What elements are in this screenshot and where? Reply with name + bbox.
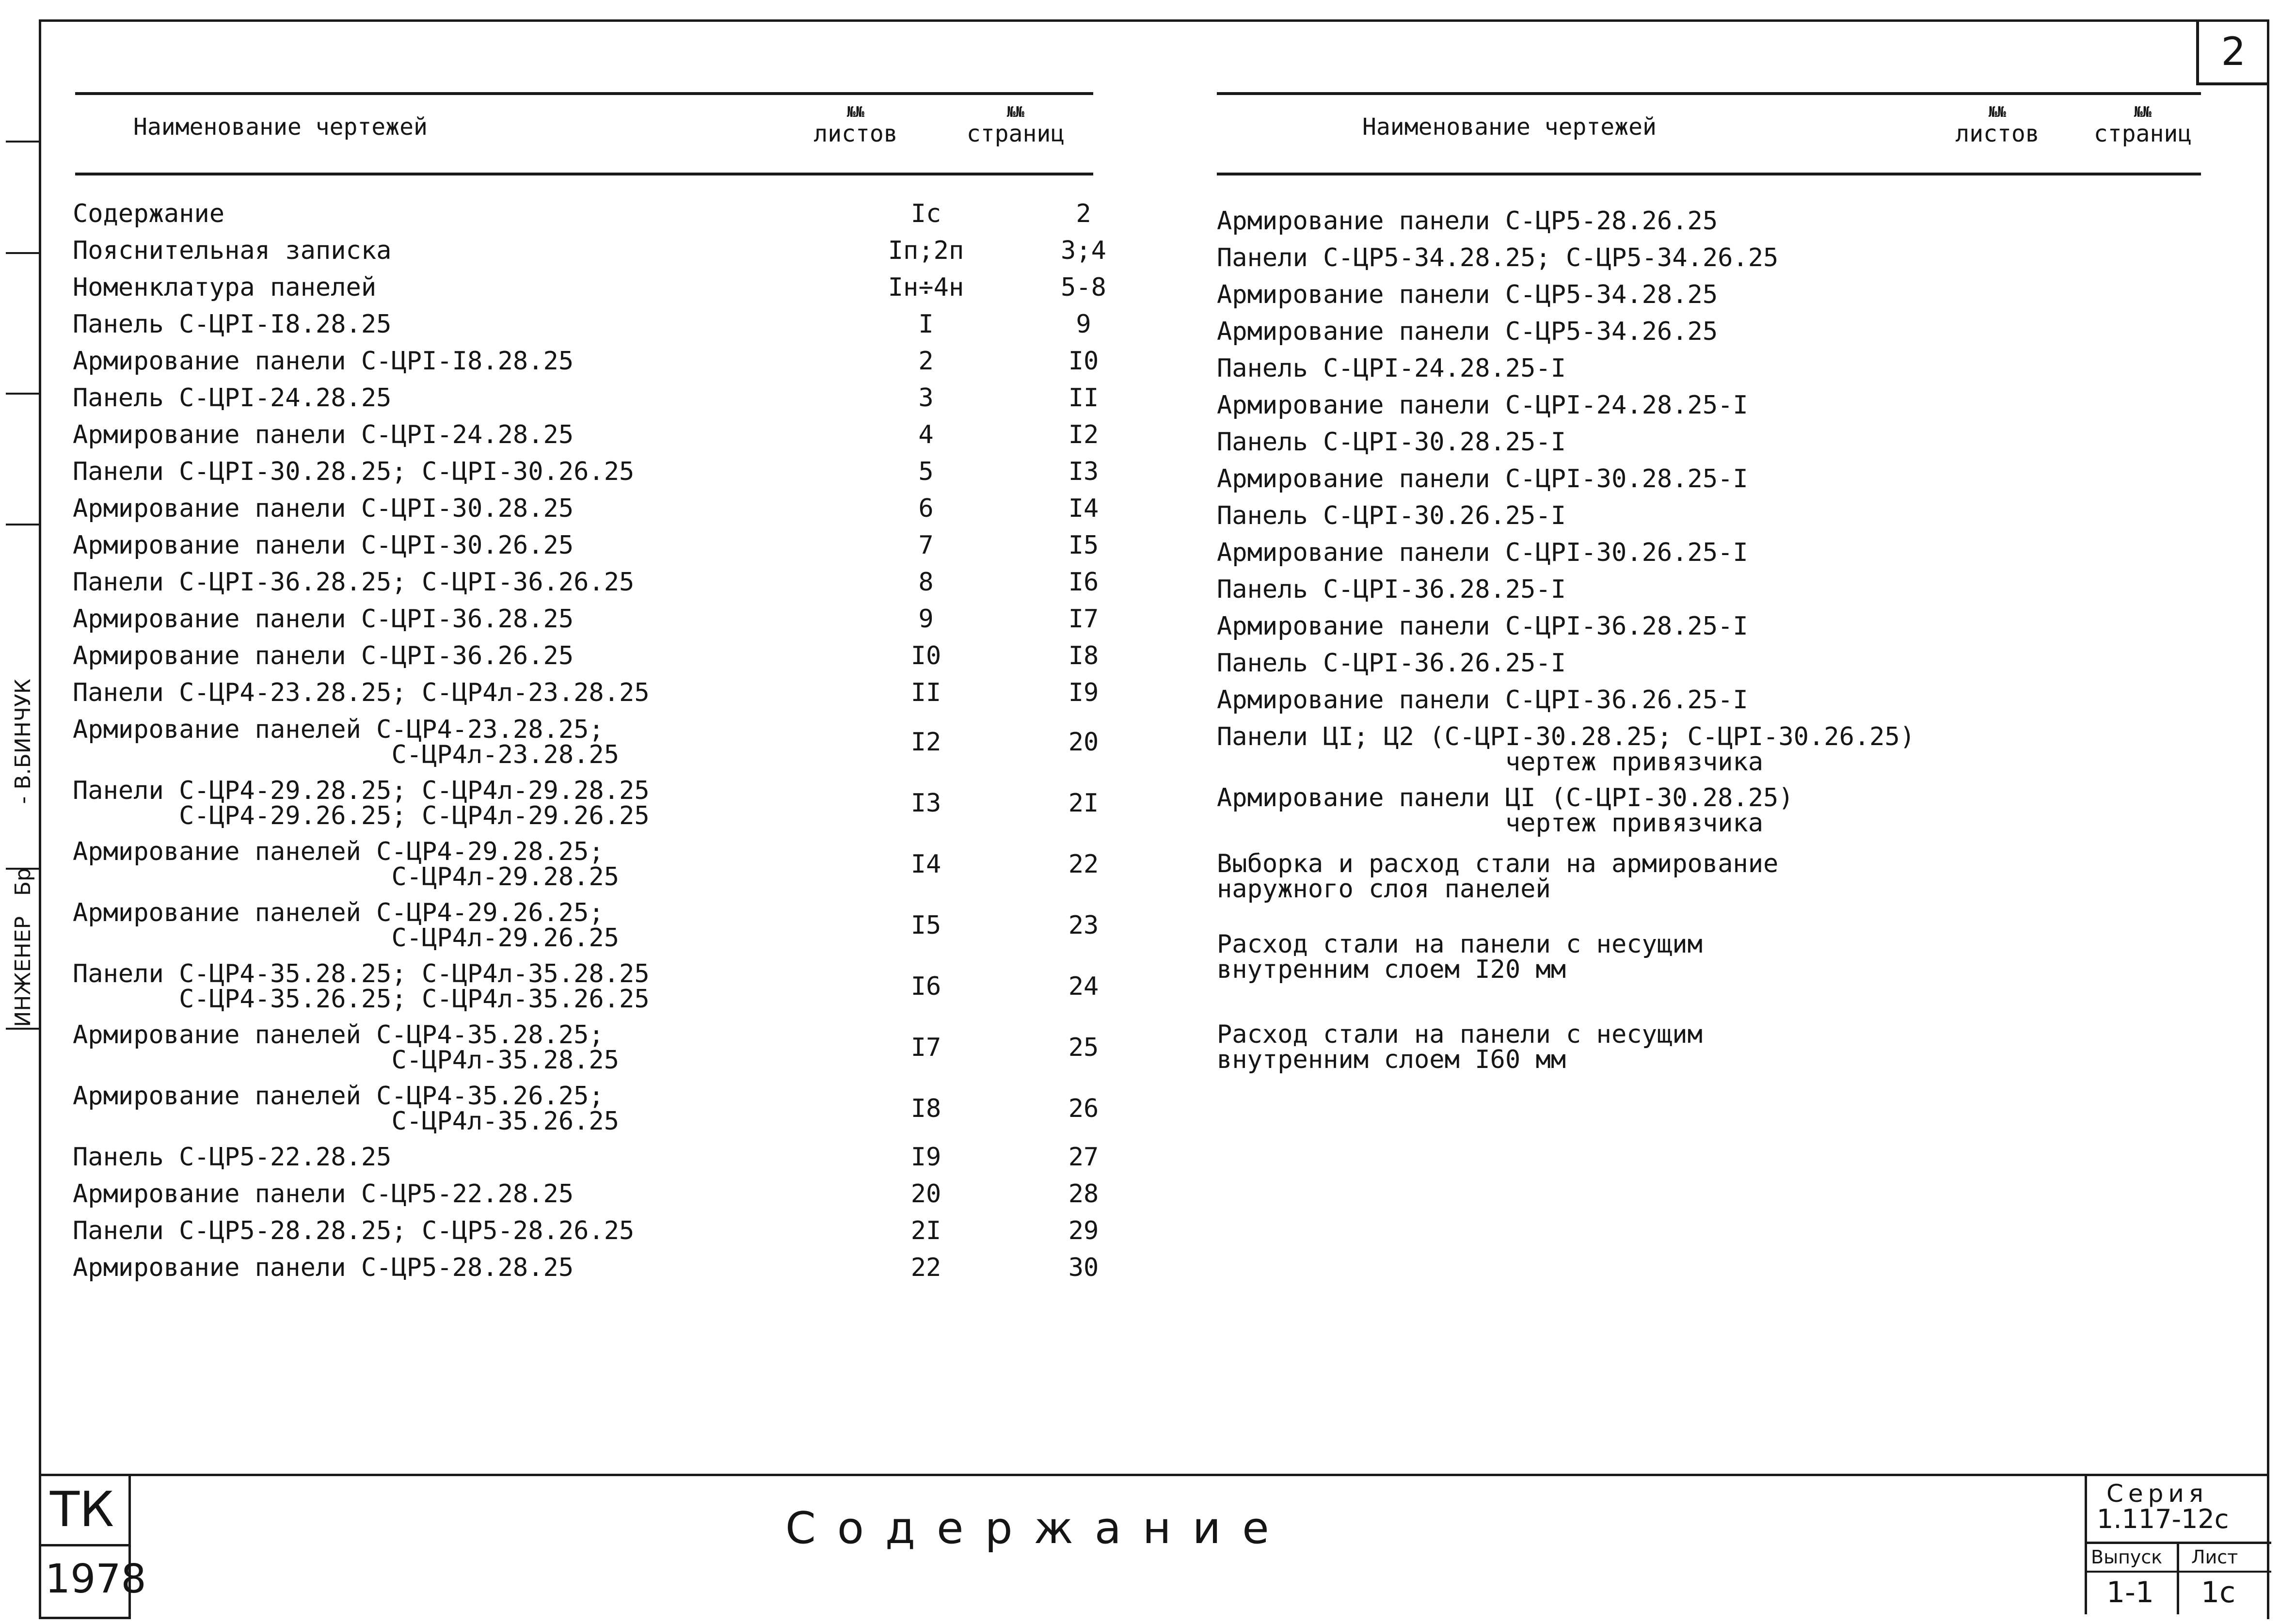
frame-right-line bbox=[2267, 19, 2269, 1619]
strip-name: - В.БИНЧУК bbox=[11, 679, 35, 804]
page-number-cell: I9 bbox=[1068, 678, 1099, 707]
right-header-sheets-no: №№ bbox=[1988, 104, 2007, 121]
sheet-number-cell: 20 bbox=[910, 1179, 941, 1209]
margin-strip bbox=[6, 141, 41, 1256]
sheet-number-cell: 22 bbox=[910, 1253, 941, 1282]
drawing-name: Панели С-ЦРI-30.28.25; С-ЦРI-30.26.25 bbox=[73, 457, 635, 486]
left-header-sheets-label: листов bbox=[813, 120, 898, 147]
drawing-name: Армирование панели С-ЦРI-36.28.25-I bbox=[1217, 612, 1748, 641]
issue-sheet-divider bbox=[2177, 1542, 2179, 1614]
drawing-name: Армирование панели С-ЦРI-24.28.25 bbox=[73, 420, 574, 449]
tk-divider bbox=[41, 1544, 128, 1546]
drawing-name: Армирование панелей С-ЦР4-29.26.25; С-ЦР4л-29.26.25 bbox=[73, 898, 620, 953]
drawing-name: Расход стали на панели с несущим внутренним слоем I60 мм bbox=[1217, 1020, 1703, 1074]
page-number-cell: 5-8 bbox=[1061, 273, 1106, 302]
page-number-cell: I7 bbox=[1068, 605, 1099, 634]
frame-bottom-line bbox=[39, 1474, 2269, 1476]
sheet-number-cell: I6 bbox=[910, 972, 941, 1001]
drawing-name: Армирование панели С-ЦРI-24.28.25-I bbox=[1217, 391, 1748, 420]
drawing-name: Армирование панели С-ЦР5-34.28.25 bbox=[1217, 280, 1718, 309]
page-number-cell: 3;4 bbox=[1061, 236, 1106, 265]
left-header-pages-no: №№ bbox=[1006, 104, 1025, 121]
page-number-cell: 29 bbox=[1068, 1216, 1099, 1245]
sheet-number-cell: 2I bbox=[910, 1216, 941, 1245]
drawing-name: Армирование панели ЦI (С-ЦРI-30.28.25) чертеж привязчика bbox=[1217, 783, 1794, 838]
sheet-number-cell: 2 bbox=[918, 347, 934, 376]
page-number-cell: II bbox=[1068, 383, 1099, 413]
sheet-number-cell: Iс bbox=[910, 199, 941, 228]
drawing-name: Армирование панели С-ЦРI-30.26.25-I bbox=[1217, 538, 1748, 567]
right-header-pages-no: №№ bbox=[2134, 104, 2152, 121]
right-header-name: Наименование чертежей bbox=[1362, 113, 1657, 141]
page-number-cell: 25 bbox=[1068, 1033, 1099, 1062]
drawing-name: Панель С-ЦРI-36.26.25-I bbox=[1217, 649, 1566, 678]
right-header-pages bbox=[2080, 104, 2206, 146]
page-number-cell: I6 bbox=[1068, 568, 1099, 597]
page-number-cell: I8 bbox=[1068, 641, 1099, 670]
page-number-cell: 28 bbox=[1068, 1179, 1099, 1209]
page-number-cell: 20 bbox=[1068, 728, 1099, 757]
drawing-name: Панели С-ЦР4-35.28.25; С-ЦР4л-35.28.25 С-ЦР4-35.26.25; С-ЦР4л-35.26.25 bbox=[73, 959, 650, 1014]
page-number-cell: I0 bbox=[1068, 347, 1099, 376]
page-number-cell: I2 bbox=[1068, 420, 1099, 449]
right-header-pages-label: страниц bbox=[2093, 120, 2192, 147]
drawing-name: Армирование панелей С-ЦР4-23.28.25; С-ЦР4л-23.28.25 bbox=[73, 715, 620, 769]
drawing-name: Панель С-ЦРI-24.28.25-I bbox=[1217, 354, 1566, 383]
right-header-sheets-label: листов bbox=[1955, 120, 2040, 147]
page-number-cell: 2I bbox=[1068, 789, 1099, 818]
strip-divider bbox=[6, 524, 41, 525]
drawing-name: Армирование панели С-ЦР5-28.28.25 bbox=[73, 1253, 574, 1282]
sheet-number-cell: 3 bbox=[918, 383, 934, 413]
sheet-number-box bbox=[2196, 20, 2268, 85]
drawing-name: Панель С-ЦРI-24.28.25 bbox=[73, 383, 392, 413]
sheet-number-cell: 8 bbox=[918, 568, 934, 597]
left-table-header bbox=[75, 92, 1093, 175]
left-header-pages-label: страниц bbox=[966, 120, 1065, 147]
sheet-number-cell: Iн÷4н bbox=[888, 273, 964, 302]
drawing-name: Армирование панелей С-ЦР4-29.28.25; С-ЦР4л-29.28.25 bbox=[73, 837, 620, 892]
page-number-cell: 23 bbox=[1068, 911, 1099, 940]
drawing-name: Выборка и расход стали на армирование наружного слоя панелей bbox=[1217, 849, 1779, 904]
drawing-name: Армирование панели С-ЦРI-36.26.25-I bbox=[1217, 685, 1748, 715]
drawing-name: Панель С-ЦРI-36.28.25-I bbox=[1217, 575, 1566, 604]
drawing-name: Армирование панели С-ЦРI-36.26.25 bbox=[73, 641, 574, 670]
issue-value: 1-1 bbox=[2106, 1576, 2154, 1609]
left-header-sheets bbox=[793, 104, 919, 146]
page-number-cell: I4 bbox=[1068, 494, 1099, 523]
sheet-number-cell: 7 bbox=[918, 531, 934, 560]
sheet-number-cell: I3 bbox=[910, 789, 941, 818]
drawing-name: Армирование панели С-ЦР5-28.26.25 bbox=[1217, 207, 1718, 236]
drawing-name: Панели С-ЦР5-28.28.25; С-ЦР5-28.26.25 bbox=[73, 1216, 635, 1245]
left-header-sheets-no: №№ bbox=[846, 104, 865, 121]
series-divider bbox=[2087, 1542, 2271, 1544]
drawing-name: Расход стали на панели с несущим внутренним слоем I20 мм bbox=[1217, 930, 1703, 984]
page-number-cell: 9 bbox=[1076, 310, 1091, 339]
strip-role: ИНЖЕНЕР bbox=[11, 916, 35, 1027]
drawing-title: Содержание bbox=[785, 1503, 1291, 1554]
series-value: 1.117-12с bbox=[2097, 1504, 2229, 1534]
drawing-name: Панель С-ЦРI-30.26.25-I bbox=[1217, 501, 1566, 530]
sheet-number: 2 bbox=[2221, 29, 2246, 74]
right-table-header bbox=[1217, 92, 2201, 175]
page-number-cell: 24 bbox=[1068, 972, 1099, 1001]
drawing-name: Армирование панели С-ЦРI-30.28.25 bbox=[73, 494, 574, 523]
sheet-number-cell: I7 bbox=[910, 1033, 941, 1062]
page-number-cell: 27 bbox=[1068, 1143, 1099, 1172]
drawing-name: Панели ЦI; Ц2 (С-ЦРI-30.28.25; С-ЦРI-30.26.25) чертеж привязчика bbox=[1217, 722, 1915, 777]
series-label: Серия bbox=[2106, 1480, 2208, 1508]
sheet-number-cell: Iп;2п bbox=[888, 236, 964, 265]
sheet-number-cell: I5 bbox=[910, 911, 941, 940]
sheet-number-cell: I2 bbox=[910, 728, 941, 757]
tk-label: ТК bbox=[50, 1481, 114, 1538]
drawing-name: Панели С-ЦР4-23.28.25; С-ЦР4л-23.28.25 bbox=[73, 678, 650, 707]
strip-divider bbox=[6, 393, 41, 395]
sheet-number-cell: 5 bbox=[918, 457, 934, 486]
sheet-label: Лист bbox=[2191, 1546, 2238, 1568]
series-box bbox=[2085, 1474, 2271, 1614]
drawing-name: Армирование панелей С-ЦР4-35.28.25; С-ЦР4л-35.28.25 bbox=[73, 1020, 620, 1075]
drawing-name: Пояснительная записка bbox=[73, 236, 392, 265]
drawing-name: Армирование панелей С-ЦР4-35.26.25; С-ЦР4л-35.26.25 bbox=[73, 1082, 620, 1136]
sheet-number-cell: II bbox=[910, 678, 941, 707]
page-number-cell: 30 bbox=[1068, 1253, 1099, 1282]
sheet-number-cell: I9 bbox=[910, 1143, 941, 1172]
page-number-cell: 2 bbox=[1076, 199, 1091, 228]
drawing-name: Панель С-ЦР5-22.28.25 bbox=[73, 1143, 392, 1172]
drawing-name: Содержание bbox=[73, 199, 225, 228]
drawing-name: Армирование панели С-ЦРI-30.26.25 bbox=[73, 531, 574, 560]
sheet-number-cell: 6 bbox=[918, 494, 934, 523]
left-header-name: Наименование чертежей bbox=[133, 113, 428, 141]
drawing-name: Номенклатура панелей bbox=[73, 273, 377, 302]
strip-divider bbox=[6, 141, 41, 143]
sheet-value: 1с bbox=[2201, 1576, 2236, 1609]
right-header-sheets bbox=[1934, 104, 2060, 146]
drawing-name: Армирование панели С-ЦР5-34.26.25 bbox=[1217, 317, 1718, 346]
sheet-number-cell: I4 bbox=[910, 850, 941, 879]
sheet-number-cell: 4 bbox=[918, 420, 934, 449]
page-number-cell: 22 bbox=[1068, 850, 1099, 879]
page-number-cell: I5 bbox=[1068, 531, 1099, 560]
drawing-name: Панель С-ЦРI-I8.28.25 bbox=[73, 310, 392, 339]
drawing-name: Армирование панели С-ЦРI-I8.28.25 bbox=[73, 347, 574, 376]
issue-label: Выпуск bbox=[2091, 1546, 2163, 1568]
sheet-number-cell: I bbox=[918, 310, 934, 339]
drawing-name: Панели С-ЦР5-34.28.25; С-ЦР5-34.26.25 bbox=[1217, 243, 1779, 272]
strip-divider bbox=[6, 1028, 41, 1030]
tk-box bbox=[39, 1474, 146, 1619]
drawing-name: Армирование панели С-ЦРI-36.28.25 bbox=[73, 605, 574, 634]
page-number-cell: 26 bbox=[1068, 1094, 1099, 1123]
strip-signature: Бр bbox=[11, 868, 35, 896]
sheet-number-cell: I0 bbox=[910, 641, 941, 670]
sheet-number-cell: 9 bbox=[918, 605, 934, 634]
drawing-name: Панели С-ЦРI-36.28.25; С-ЦРI-36.26.25 bbox=[73, 568, 635, 597]
sheet-number-cell: I8 bbox=[910, 1094, 941, 1123]
page-number-cell: I3 bbox=[1068, 457, 1099, 486]
drawing-name: Армирование панели С-ЦР5-22.28.25 bbox=[73, 1179, 574, 1209]
frame-top-line bbox=[39, 19, 2269, 22]
strip-divider bbox=[6, 252, 41, 254]
drawing-name: Панели С-ЦР4-29.28.25; С-ЦР4л-29.28.25 С-ЦР4-29.26.25; С-ЦР4л-29.26.25 bbox=[73, 776, 650, 830]
left-header-pages bbox=[953, 104, 1079, 146]
drawing-name: Панель С-ЦРI-30.28.25-I bbox=[1217, 428, 1566, 457]
drawing-name: Армирование панели С-ЦРI-30.28.25-I bbox=[1217, 464, 1748, 494]
issue-header-divider bbox=[2087, 1571, 2271, 1573]
year-label: 1978 bbox=[45, 1556, 146, 1602]
